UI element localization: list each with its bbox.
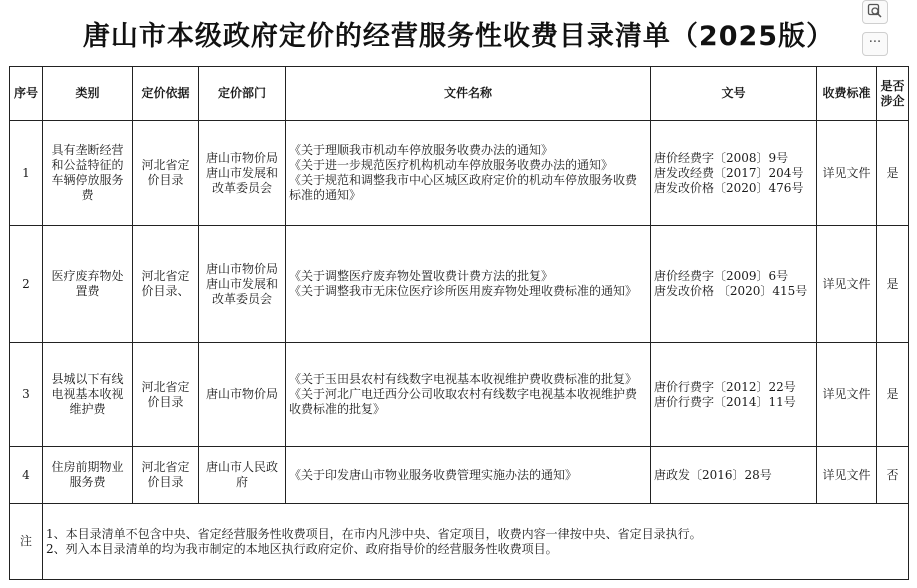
header-standard: 收费标准 (817, 67, 877, 121)
row-seq: 2 (10, 226, 43, 343)
row-seq: 1 (10, 121, 43, 226)
doc-link[interactable]: 《关于印发唐山市物业服务收费管理实施办法的通知》 (289, 467, 578, 482)
page-title: 唐山市本级政府定价的经营服务性收费目录清单（2025版） (82, 21, 835, 52)
row-docs (286, 447, 651, 504)
row-dept (199, 343, 286, 447)
table-row (10, 121, 909, 226)
row-category: 住房前期物业服务费 (43, 447, 133, 504)
dept-line: 唐山市物价局 (205, 387, 278, 401)
header-docname: 文件名称 (286, 67, 651, 121)
notes-label: 注 (10, 504, 43, 580)
header-basis: 定价依据 (133, 67, 199, 121)
docno: 唐价行费字〔2012〕22号 (654, 379, 796, 394)
row-docs (286, 121, 651, 226)
row-basis: 河北省定价目录 (133, 343, 199, 447)
notes-content (43, 504, 909, 580)
table-row (10, 447, 909, 504)
row-dept (199, 226, 286, 343)
header-docno: 文号 (651, 67, 817, 121)
doc-link[interactable]: 《关于调整医疗废弃物处置收费计费方法的批复》 (289, 269, 554, 283)
header-category: 类别 (43, 67, 133, 121)
header-seq: 序号 (10, 67, 43, 121)
docno: 唐价经费字〔2009〕6号 (654, 269, 789, 283)
row-standard: 详见文件 (817, 226, 877, 343)
header-involves: 是否涉企 (877, 67, 909, 121)
row-docnos (651, 226, 817, 343)
notes-row (10, 504, 909, 580)
doc-link[interactable]: 《关于玉田县农村有线数字电视基本收视维护费收费标准的批复》 (289, 372, 638, 386)
row-standard: 详见文件 (817, 343, 877, 447)
row-involves: 是 (877, 226, 909, 343)
row-seq: 4 (10, 447, 43, 504)
row-involves: 是 (877, 343, 909, 447)
row-dept (199, 447, 286, 504)
docno: 唐价行费字〔2014〕11号 (654, 394, 796, 409)
table-header-row (10, 67, 909, 121)
fee-catalog-table (9, 66, 909, 580)
docno: 唐政发〔2016〕28号 (654, 467, 772, 482)
note-item: 1、本目录清单不包含中央、省定经营服务性收费项目，在市内凡涉中央、省定项目，收费内容一律按中央、省定目录执行。 (46, 526, 702, 541)
row-docnos (651, 447, 817, 504)
row-involves: 否 (877, 447, 909, 504)
doc-link[interactable]: 《关于河北广电迁西分公司收取农村有线数字电视基本收视维护费收费标准的批复》 (289, 387, 638, 416)
row-standard: 详见文件 (817, 121, 877, 226)
row-basis: 河北省定价目录 (133, 121, 199, 226)
doc-link[interactable]: 《关于调整我市无床位医疗诊所医用废弃物处理收费标准的通知》 (289, 284, 638, 298)
row-category: 具有垄断经营和公益特征的车辆停放服务费 (43, 121, 133, 226)
dept-line: 唐山市发展和改革委员会 (205, 276, 278, 306)
row-basis: 河北省定价目录 (133, 447, 199, 504)
table-row (10, 226, 909, 343)
search-icon[interactable] (862, 0, 888, 24)
row-category: 医疗废弃物处置费 (43, 226, 133, 343)
dept-line: 唐山市物价局 (205, 150, 278, 165)
doc-link[interactable]: 《关于理顺我市机动车停放服务收费办法的通知》 (289, 143, 554, 157)
row-docnos (651, 343, 817, 447)
note-item: 2、列入本目录清单的均为我市制定的本地区执行政府定价、政府指导价的经营服务性收费项目。 (46, 541, 558, 556)
row-dept (199, 121, 286, 226)
doc-link[interactable]: 《关于进一步规范医疗机构机动车停放服务收费办法的通知》 (289, 158, 614, 172)
header-dept: 定价部门 (199, 67, 286, 121)
search-icon (867, 3, 883, 19)
more-icon: ··· (868, 35, 882, 50)
row-basis: 河北省定价目录、 (133, 226, 199, 343)
dept-line: 唐山市人民政府 (205, 460, 278, 489)
docno: 唐发改价格 〔2020〕415号 (654, 284, 808, 298)
more-button[interactable] (862, 32, 888, 56)
docno: 唐价经费字〔2008〕9号 (654, 150, 789, 165)
row-category: 县城以下有线电视基本收视维护费 (43, 343, 133, 447)
docno: 唐发改经费〔2017〕204号 (654, 165, 804, 180)
dept-line: 唐山市发展和改革委员会 (205, 165, 278, 195)
row-docs (286, 343, 651, 447)
doc-link[interactable]: 《关于规范和调整我市中心区城区政府定价的机动车停放服务收费标准的通知》 (289, 173, 638, 202)
row-involves: 是 (877, 121, 909, 226)
table-row (10, 343, 909, 447)
row-docnos (651, 121, 817, 226)
row-standard: 详见文件 (817, 447, 877, 504)
row-docs (286, 226, 651, 343)
docno: 唐发改价格〔2020〕476号 (654, 180, 804, 195)
dept-line: 唐山市物价局 (205, 261, 278, 276)
row-seq: 3 (10, 343, 43, 447)
